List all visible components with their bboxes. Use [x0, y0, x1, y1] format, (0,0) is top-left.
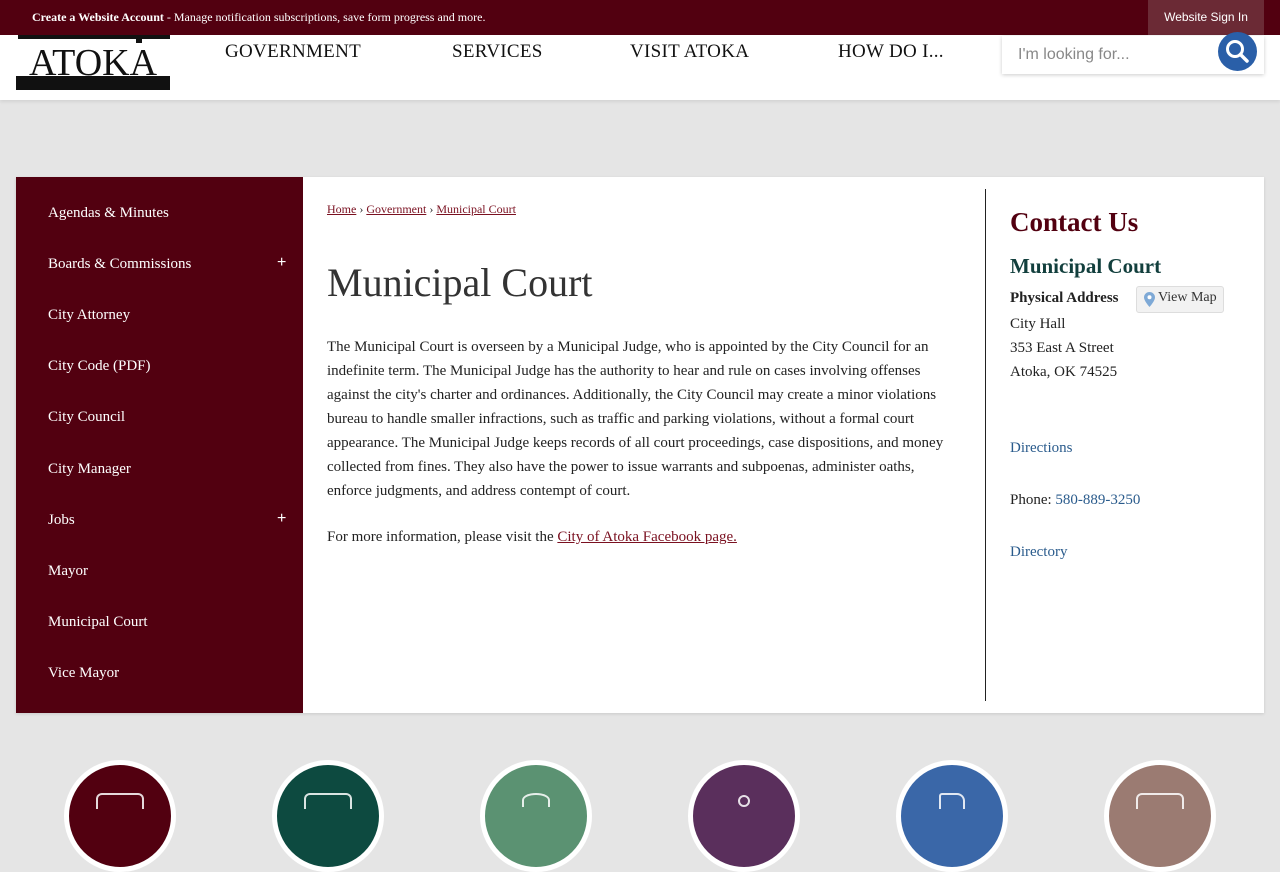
address-line: 353 East A Street — [1010, 340, 1114, 356]
breadcrumb-home[interactable]: Home — [327, 202, 357, 216]
quick-link-circle[interactable] — [896, 760, 1008, 872]
quick-link-icon — [1136, 793, 1184, 809]
expand-boards-icon[interactable]: + — [277, 254, 287, 271]
nav-government[interactable]: GOVERNMENT — [225, 41, 361, 62]
map-pin-icon — [1144, 292, 1155, 307]
quick-link-circle[interactable] — [272, 760, 384, 872]
sidebar-nav — [16, 177, 303, 713]
contact-department: Municipal Court — [1010, 254, 1162, 278]
quick-link-circle[interactable] — [480, 760, 592, 872]
quick-link-icon — [96, 793, 144, 809]
sidebar-item-boards-commissions[interactable]: Boards & Commissions — [48, 256, 192, 272]
facebook-page-link[interactable]: City of Atoka Facebook page. — [557, 529, 737, 545]
notification-message — [32, 10, 485, 25]
search-button[interactable] — [1218, 32, 1257, 71]
quick-link-icon — [522, 793, 550, 807]
address-line: City Hall — [1010, 316, 1066, 332]
phone-link[interactable]: 580-889-3250 — [1055, 492, 1141, 508]
sidebar-item-vice-mayor[interactable]: Vice Mayor — [48, 665, 120, 681]
site-header — [0, 35, 1280, 100]
quick-link-circle[interactable] — [64, 760, 176, 872]
sidebar-item-mayor[interactable]: Mayor — [48, 563, 88, 579]
directions-link[interactable]: Directions — [1010, 440, 1073, 456]
address-line: Atoka, OK 74525 — [1010, 364, 1118, 380]
sidebar-item-municipal-court[interactable]: Municipal Court — [48, 614, 148, 630]
breadcrumb-separator: › — [429, 202, 434, 216]
expand-jobs-icon[interactable]: + — [277, 510, 287, 527]
breadcrumb-government[interactable]: Government — [366, 202, 427, 216]
logo-text: ATOKA — [28, 42, 158, 84]
search-icon — [1218, 32, 1257, 71]
breadcrumb — [327, 202, 516, 217]
directory-link[interactable]: Directory — [1010, 544, 1068, 560]
content-divider — [985, 189, 986, 701]
phone-row — [1010, 492, 1140, 509]
physical-address-label: Physical Address — [1010, 290, 1119, 306]
sidebar-item-jobs[interactable]: Jobs — [48, 512, 75, 528]
site-search — [1002, 36, 1264, 74]
sidebar-item-city-manager[interactable]: City Manager — [48, 461, 131, 477]
sidebar-item-city-attorney[interactable]: City Attorney — [48, 307, 131, 323]
quick-link-circle[interactable] — [1104, 760, 1216, 872]
nav-visit-atoka[interactable]: VISIT ATOKA — [630, 41, 750, 62]
nav-services[interactable]: SERVICES — [452, 41, 543, 62]
sidebar-item-city-code[interactable]: City Code (PDF) — [48, 358, 151, 374]
quick-link-circle[interactable] — [688, 760, 800, 872]
sidebar-item-city-council[interactable]: City Council — [48, 409, 126, 425]
more-info-text — [327, 525, 737, 549]
more-info-prefix: For more information, please visit the — [327, 529, 558, 545]
nav-how-do-i[interactable]: HOW DO I... — [838, 41, 944, 62]
sidebar-item-agendas-minutes[interactable]: Agendas & Minutes — [48, 205, 169, 221]
view-map-label: View Map — [1158, 290, 1217, 305]
phone-label: Phone: — [1010, 492, 1056, 508]
main-panel — [16, 177, 1264, 713]
quick-link-icon — [738, 795, 750, 807]
breadcrumb-separator: › — [359, 202, 364, 216]
quick-link-icon — [304, 793, 352, 809]
search-input[interactable] — [1016, 40, 1210, 70]
view-map-button[interactable] — [1136, 286, 1224, 313]
create-account-link[interactable]: Create a Website Account — [32, 10, 164, 24]
page-title: Municipal Court — [327, 260, 593, 305]
notification-bar — [0, 0, 1280, 35]
page-description: The Municipal Court is overseen by a Municipal Judge, who is appointed by the City Council for an indefinite term. The Municipal Judge has the authority to hear and rule on cases involving offenses against the city's charter and ordinances. Additionally, the City Council may create a minor violations bureau to handle smaller infractions, such as traffic and parking violations, without a formal court appearance. The Municipal Judge keeps records of all court proceedings, case dispositions, and money collected from fines. They also have the power to issue warrants and subpoenas, administer oaths, enforce judgments, and address contempt of court. — [327, 339, 944, 499]
breadcrumb-municipal-court[interactable]: Municipal Court — [436, 202, 516, 216]
atoka-logo[interactable] — [16, 35, 170, 90]
contact-heading: Contact Us — [1010, 207, 1139, 237]
quick-link-icon — [939, 793, 965, 809]
notification-text: - Manage notification subscriptions, save form progress and more. — [163, 10, 486, 24]
website-sign-in-button[interactable]: Website Sign In — [1148, 0, 1264, 35]
